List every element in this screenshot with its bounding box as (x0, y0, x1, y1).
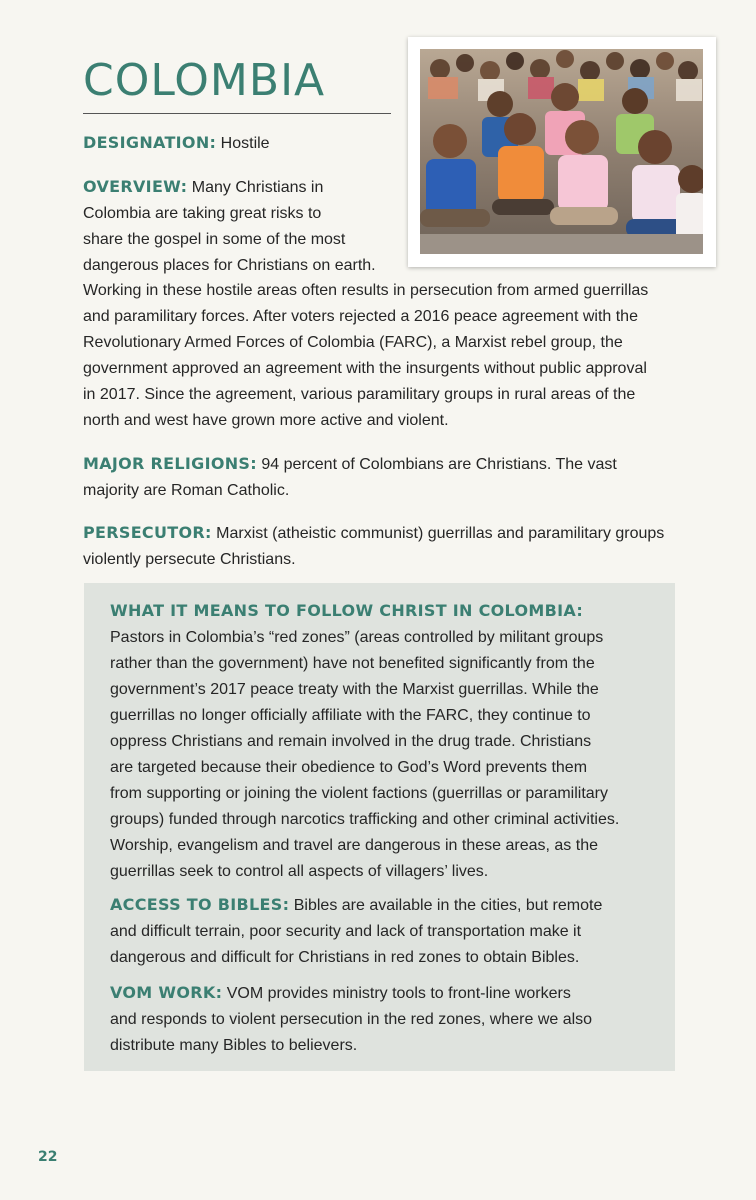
overview-label: OVERVIEW: (83, 177, 188, 196)
overview-line: Revolutionary Armed Forces of Colombia (FARC), a Marxist rebel group, the (83, 334, 623, 351)
vom-work-paragraph (110, 980, 666, 1059)
persecutor-label: PERSECUTOR: (83, 523, 212, 542)
persecutor-line: Marxist (atheistic communist) guerrillas and paramilitary groups (216, 525, 665, 542)
follow-christ-line: are targeted because their obedience to God’s Word prevents them (110, 759, 588, 776)
vom-work-label: VOM WORK: (110, 983, 223, 1002)
overview-line: government approved an agreement with the insurgents without public approval (83, 360, 647, 377)
major-religions-label: MAJOR RELIGIONS: (83, 454, 257, 473)
follow-christ-line: Pastors in Colombia’s “red zones” (areas controlled by militant groups (110, 629, 604, 646)
follow-christ-line: oppress Christians and remain involved in the drug trade. Christians (110, 733, 592, 750)
designation-value: Hostile (220, 135, 270, 152)
access-to-bibles-line: dangerous and difficult for Christians in red zones to obtain Bibles. (110, 949, 580, 966)
overview-line: and paramilitary forces. After voters rejected a 2016 peace agreement with the (83, 308, 638, 325)
access-to-bibles-line: and difficult terrain, poor security and lack of transportation make it (110, 923, 582, 940)
follow-christ-line: groups) funded through narcotics trafficking and other criminal activities. (110, 811, 620, 828)
access-to-bibles-line: Bibles are available in the cities, but remote (293, 897, 603, 914)
overview-paragraph-rest (83, 278, 683, 434)
follow-christ-line: guerrillas seek to control all aspects of villagers’ lives. (110, 863, 489, 880)
overview-line: dangerous places for Christians on earth. (83, 257, 376, 274)
access-to-bibles-label: ACCESS TO BIBLES: (110, 895, 290, 914)
overview-line: share the gospel in some of the most (83, 231, 346, 248)
major-religions-line: 94 percent of Colombians are Christians. The vast (261, 456, 617, 473)
persecutor-line: violently persecute Christians. (83, 551, 296, 568)
designation-label: DESIGNATION: (83, 133, 217, 152)
overview-paragraph-top (83, 174, 383, 279)
follow-christ-line: government’s 2017 peace treaty with the Marxist guerrillas. While the (110, 681, 599, 698)
title-divider (83, 113, 391, 114)
sidebar-box (84, 583, 675, 1071)
overview-line: Working in these hostile areas often results in persecution from armed guerrillas (83, 282, 649, 299)
designation-paragraph (83, 130, 270, 157)
vom-work-line: distribute many Bibles to believers. (110, 1037, 358, 1054)
follow-christ-line: guerrillas no longer officially affiliate with the FARC, they continue to (110, 707, 591, 724)
children-photo (420, 49, 703, 254)
follow-christ-paragraph (110, 598, 666, 885)
photo-frame (408, 37, 716, 267)
follow-christ-line: from supporting or joining the violent factions (guerrillas or paramilitary (110, 785, 608, 802)
page-number: 22 (38, 1149, 58, 1165)
children-photo-illustration (420, 49, 703, 254)
overview-line: north and west have grown more active and violent. (83, 412, 449, 429)
major-religions-paragraph (83, 451, 683, 504)
follow-christ-heading: WHAT IT MEANS TO FOLLOW CHRIST IN COLOMBIA: (110, 601, 584, 620)
follow-christ-line: rather than the government) have not benefited significantly from the (110, 655, 595, 672)
overview-line: Colombia are taking great risks to (83, 205, 322, 222)
follow-christ-line: Worship, evangelism and travel are dangerous in these areas, as the (110, 837, 598, 854)
page-title: COLOMBIA (83, 55, 326, 106)
access-to-bibles-paragraph (110, 892, 666, 971)
vom-work-line: VOM provides ministry tools to front-line workers (226, 985, 571, 1002)
overview-line: in 2017. Since the agreement, various paramilitary groups in rural areas of the (83, 386, 636, 403)
major-religions-line: majority are Roman Catholic. (83, 482, 290, 499)
vom-work-line: and responds to violent persecution in the red zones, where we also (110, 1011, 593, 1028)
overview-line: Many Christians in (191, 179, 324, 196)
persecutor-paragraph (83, 520, 703, 573)
